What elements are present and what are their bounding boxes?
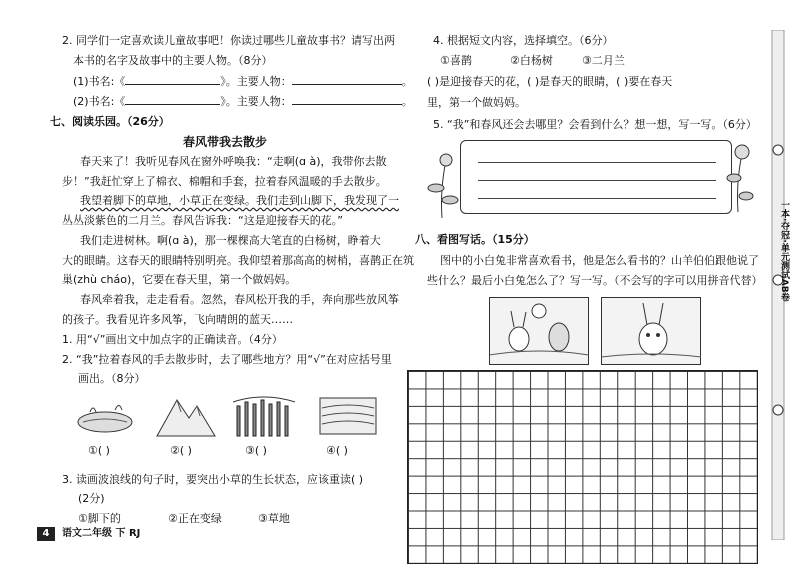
q3-option-3[interactable]: ③草地 [258, 512, 290, 525]
section-8-line2: 些什么？最后小白兔怎么了？写一写。（不会写的字可以用拼音代替） [427, 274, 763, 287]
question-2a: 2. “我”拉着春风的手去散步时，去了哪些地方？用“√”在对应括号里 [62, 353, 392, 366]
q4-fill-line2: 里，第一个做妈妈。 [427, 96, 526, 109]
question-2b: 画出。（8分） [78, 372, 146, 385]
passage-p2a [80, 193, 399, 209]
answer-line-2 [478, 180, 716, 181]
picture-choice-1[interactable]: ①( ) [88, 444, 110, 457]
q5-answer-box[interactable] [460, 140, 732, 214]
passage-p2b: 丛丛淡紫色的二月兰。春风告诉我：“这是迎接春天的花。” [62, 214, 343, 227]
q3-option-1[interactable]: ①脚下的 [78, 512, 121, 525]
book-row-2-label: (2)书名:《 [73, 95, 126, 108]
question-1: 1. 用“√”画出文中加点字的正确读音。（4分） [62, 333, 283, 346]
decorative-plant-right [724, 142, 758, 214]
answer-line-3 [478, 198, 716, 199]
passage-title: 春风带我去散步 [183, 135, 268, 149]
pond-picture [75, 394, 135, 436]
book-title-blank-1[interactable] [125, 73, 220, 85]
passage-p4a: 春风牵着我，走走看看。忽然，春风松开我的手，奔向那些放风筝 [80, 293, 399, 306]
rabbit-reading-picture [489, 297, 589, 365]
question-4: 4. 根据短文内容，选择填空。（6分） [433, 34, 614, 47]
picture-choice-4[interactable]: ④( ) [326, 444, 348, 457]
picture-choice-3[interactable]: ③( ) [245, 444, 267, 457]
book-row-1 [73, 73, 413, 90]
q4-option-3: ③二月兰 [582, 54, 625, 67]
section-7-heading: 七、阅读乐园。（26分） [50, 115, 170, 128]
passage-p3a: 我们走进树林。啊(ɑ à)，那一棵棵高大笔直的白杨树，睁着大 [80, 234, 381, 247]
book-row-2-char-label: 》。主要人物： [220, 95, 292, 108]
character-blank-2[interactable] [292, 93, 402, 105]
passage-p4b: 的孩子。我看见许多风筝，飞向晴朗的蓝天…… [62, 313, 293, 326]
writing-grid[interactable] [407, 370, 758, 564]
q4-option-1: ①喜鹊 [440, 54, 472, 67]
book-row-1-end: 。 [401, 75, 413, 88]
decorative-plant-left [420, 150, 464, 220]
rabbit-after-picture [601, 297, 701, 365]
book-row-2-end: 。 [401, 95, 413, 108]
book-title-blank-2[interactable] [125, 93, 220, 105]
sidebar-strip [762, 30, 792, 540]
question-5: 5. “我”和春风还会去哪里？会看到什么？想一想，写一写。（6分） [433, 118, 757, 131]
q4-option-2: ②白杨树 [510, 54, 553, 67]
book-row-1-label: (1)书名:《 [73, 75, 126, 88]
passage-p1b: 步！”我赶忙穿上了棉衣、棉帽和手套，拉着春风温暖的手去散步。 [62, 175, 387, 188]
page-number: 4 [37, 527, 55, 541]
book-row-2 [73, 93, 413, 110]
section-8-line1: 图中的小白兔非常喜欢看书，他是怎么看书的？山羊伯伯跟他说了 [440, 254, 759, 267]
question-2-story-line1: 2. 同学们一定喜欢读儿童故事吧！你读过哪些儿童故事书？请写出两 [62, 34, 395, 47]
section-8-heading: 八、看图写话。（15分） [415, 233, 535, 246]
question-2-story-line2: 本书的名字及故事中的主要人物。（8分） [73, 54, 273, 67]
wavy-sentence: 我望着脚下的草地，小草正在变绿。我们走到山脚下，我发现了一 [80, 194, 399, 207]
character-blank-1[interactable] [292, 73, 402, 85]
passage-p3b: 大的眼睛。这春天的眼睛特别明亮。我仰望着那高高的树梢，喜鹊正在筑 [62, 254, 414, 267]
sidebar-title: 一本·夺冠·单元测试AB卷 [779, 200, 789, 302]
q4-fill-line1[interactable]: ( )是迎接春天的花，( )是春天的眼睛，( )要在春天 [427, 75, 673, 88]
passage-p1a: 春天来了！我听见春风在窗外呼唤我：“走啊(ɑ à)，我带你去散 [80, 155, 387, 168]
footer-subject: 语文二年级 下 RJ [62, 528, 141, 539]
picture-choice-2[interactable]: ②( ) [170, 444, 192, 457]
mountain-picture [155, 392, 217, 438]
book-row-1-char-label: 》。主要人物： [220, 75, 292, 88]
field-picture [318, 394, 378, 438]
forest-picture [233, 392, 295, 438]
passage-p3c: 巢(zhù cháo)，它要在春天里，第一个做妈妈。 [62, 273, 297, 286]
question-3a: 3. 读画波浪线的句子时，要突出小草的生长状态，应该重读( ) [62, 473, 364, 486]
answer-line-1 [478, 162, 716, 163]
q3-option-2[interactable]: ②正在变绿 [168, 512, 222, 525]
question-3b: (2分) [78, 492, 105, 505]
